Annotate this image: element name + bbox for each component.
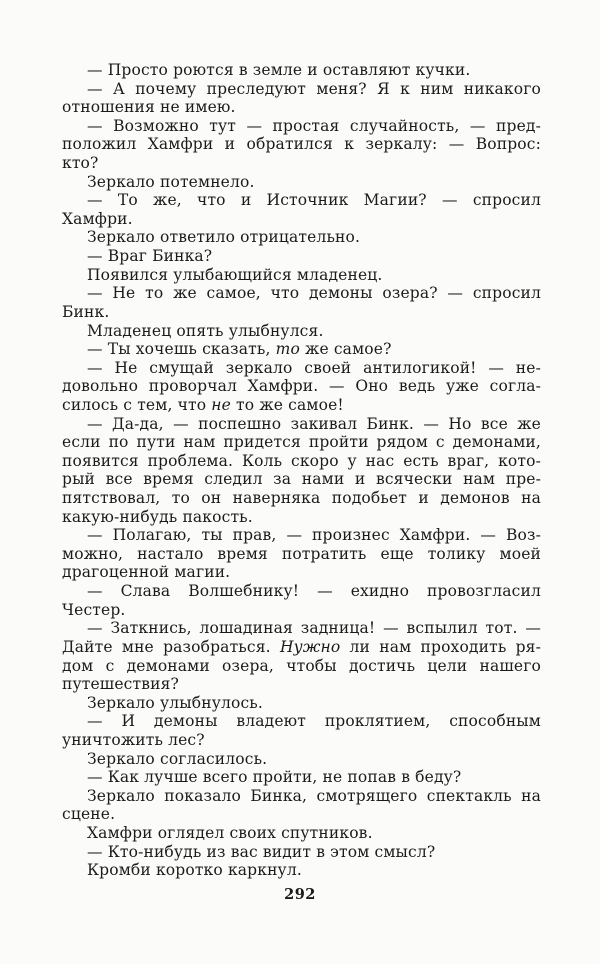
text-line: — Как лучше всего пройти, не попав в беду? (87, 768, 462, 787)
text-line: Младенец опять улыбнулся. (87, 321, 324, 340)
text-line: — Ты хочешь сказать, то же самое? (87, 340, 392, 359)
text-line: — То же, что и Источник Магии? — спросил (87, 191, 541, 210)
page-number: 292 (284, 886, 316, 903)
italic-text: Нужно (279, 637, 341, 656)
text-line: — Не то же самое, что демоны озера? — спросил (87, 284, 541, 303)
text-line: Бинк. (62, 302, 110, 321)
text-line: Зеркало улыбнулось. (87, 693, 263, 712)
text-line: — Слава Волшебнику! — ехидно провозгласил (87, 582, 541, 601)
text-line: можно, настало время потратить еще толику моей (62, 544, 541, 563)
text-line: — Просто роются в земле и оставляют кучки. (87, 61, 471, 79)
text-line: сцене. (62, 805, 116, 824)
text-line: Зеркало показало Бинка, смотрящего спектакль на (87, 786, 541, 805)
text-line: кто? (62, 154, 99, 173)
text-line: — И демоны владеют проклятием, способным (87, 712, 541, 731)
text-line: рый все время следил за нами и всячески нам пре- (62, 470, 541, 489)
text-line: отношения не имею. (62, 98, 236, 117)
text-line: уничтожить лес? (62, 730, 205, 749)
text-line: — Возможно тут — простая случайность, — пред- (87, 116, 541, 135)
text-line: — Не смущай зеркало своей антилогикой! — не- (87, 358, 541, 377)
text-line: довольно проворчал Хамфри. — Оно ведь уже согла- (62, 377, 541, 396)
text-line: появится проблема. Коль скоро у нас есть враг, кото- (62, 451, 541, 470)
text-line: — Полагаю, ты прав, — произнес Хамфри. — Воз- (87, 526, 541, 545)
text-line: Зеркало ответило отрицательно. (87, 228, 361, 247)
italic-text: то (275, 340, 300, 359)
text-line: — Кто-нибудь из вас видит в этом смысл? (87, 842, 436, 861)
text-line: Зеркало потемнело. (87, 172, 255, 191)
text-line: Кромби коротко каркнул. (87, 861, 302, 880)
text-line: силось с тем, что не то же самое! (62, 395, 344, 414)
text-line: положил Хамфри и обратился к зеркалу: — Вопрос: (62, 135, 541, 154)
text-line: — Да-да, — поспешно закивал Бинк. — Но все же (87, 414, 541, 433)
text-line: — Враг Бинка? (87, 247, 213, 266)
text-line: драгоценной магии. (62, 563, 231, 582)
text-line: — Заткнись, лошадиная задница! — вспылил тот. — (87, 619, 541, 638)
text-line: Честер. (62, 600, 126, 619)
text-line: Дайте мне разобраться. Нужно ли нам проходить ря- (62, 637, 541, 656)
text-line: пятствовал, то он наверняка подобьет и демонов на (62, 489, 541, 508)
text-line: Появился улыбающийся младенец. (87, 265, 383, 284)
text-line: какую-нибудь пакость. (62, 507, 253, 526)
text-line: путешествия? (62, 675, 179, 694)
text-line: — А почему преследуют меня? Я к ним никакого (87, 79, 541, 98)
italic-text: не (211, 395, 231, 414)
text-line: дом с демонами озера, чтобы достичь цели нашего (62, 656, 541, 675)
text-line: Хамфри. (62, 209, 133, 228)
text-line: Хамфри оглядел своих спутников. (87, 823, 373, 842)
text-line: если по пути нам придется пройти рядом с демонами, (62, 433, 541, 452)
text-line: Зеркало согласилось. (87, 749, 268, 768)
page-text (62, 61, 541, 880)
